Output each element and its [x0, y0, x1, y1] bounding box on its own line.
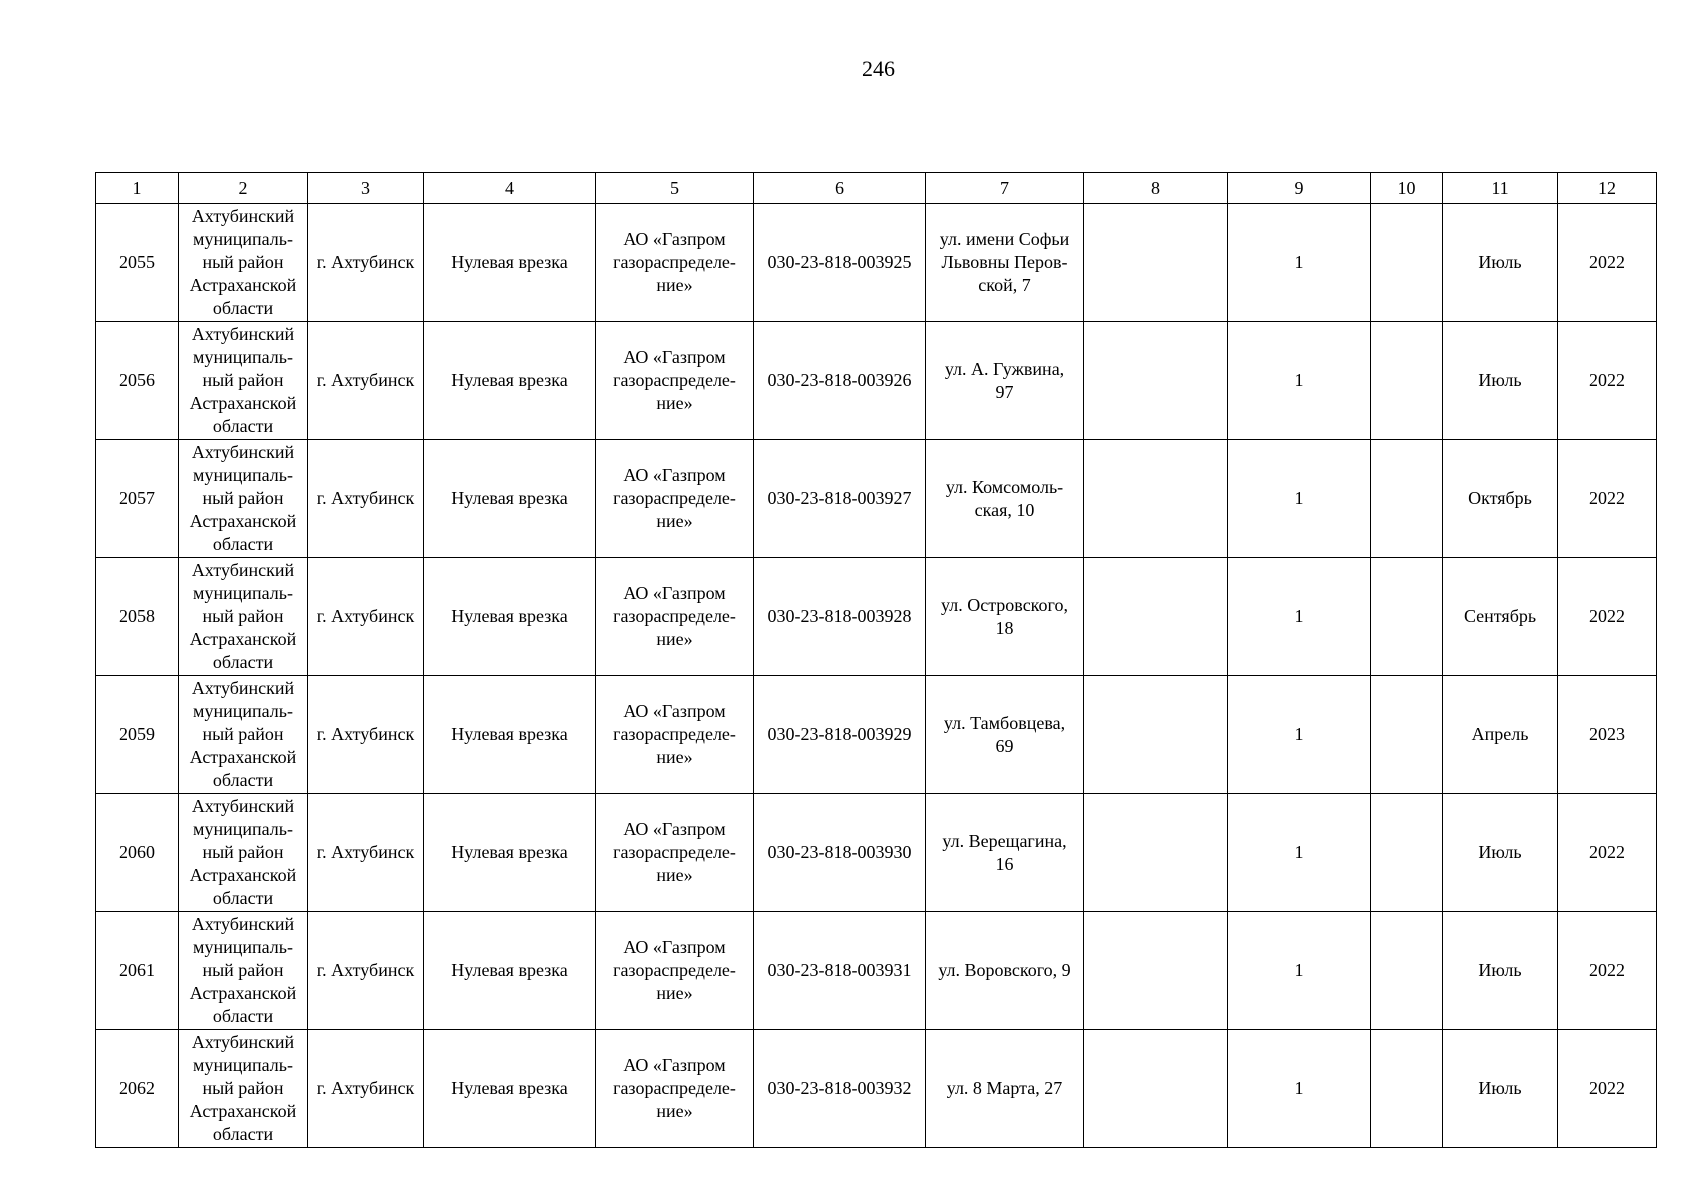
- settlement: г. Ахтубинск: [308, 912, 424, 1030]
- table-row: [96, 204, 1657, 322]
- address: ул. А. Гужвина, 97: [926, 322, 1084, 440]
- year: 2022: [1558, 1030, 1657, 1148]
- column-8-cell: [1084, 322, 1228, 440]
- table-row: [96, 558, 1657, 676]
- object-code: 030-23-818-003931: [754, 912, 926, 1030]
- row-number: 2057: [96, 440, 179, 558]
- column-10-cell: [1371, 322, 1443, 440]
- column-header-6: 6: [754, 173, 926, 204]
- object-code: 030-23-818-003932: [754, 1030, 926, 1148]
- column-header-12: 12: [1558, 173, 1657, 204]
- column-8-cell: [1084, 204, 1228, 322]
- address: ул. Воровского, 9: [926, 912, 1084, 1030]
- work-type: Нулевая врезка: [424, 912, 596, 1030]
- table-row: [96, 322, 1657, 440]
- month: Июль: [1443, 204, 1558, 322]
- column-8-cell: [1084, 440, 1228, 558]
- organization: АО «Газпром газораспределе- ние»: [596, 204, 754, 322]
- settlement: г. Ахтубинск: [308, 204, 424, 322]
- column-10-cell: [1371, 558, 1443, 676]
- object-code: 030-23-818-003928: [754, 558, 926, 676]
- address: ул. Комсомоль- ская, 10: [926, 440, 1084, 558]
- year: 2022: [1558, 912, 1657, 1030]
- column-header-3: 3: [308, 173, 424, 204]
- column-header-11: 11: [1443, 173, 1558, 204]
- quantity: 1: [1228, 558, 1371, 676]
- column-header-1: 1: [96, 173, 179, 204]
- month: Июль: [1443, 1030, 1558, 1148]
- row-number: 2055: [96, 204, 179, 322]
- year: 2022: [1558, 558, 1657, 676]
- object-code: 030-23-818-003930: [754, 794, 926, 912]
- object-code: 030-23-818-003926: [754, 322, 926, 440]
- column-header-10: 10: [1371, 173, 1443, 204]
- organization: АО «Газпром газораспределе- ние»: [596, 1030, 754, 1148]
- month: Июль: [1443, 794, 1558, 912]
- row-number: 2058: [96, 558, 179, 676]
- work-type: Нулевая врезка: [424, 322, 596, 440]
- column-header-4: 4: [424, 173, 596, 204]
- column-8-cell: [1084, 558, 1228, 676]
- column-8-cell: [1084, 794, 1228, 912]
- quantity: 1: [1228, 204, 1371, 322]
- work-type: Нулевая врезка: [424, 204, 596, 322]
- year: 2022: [1558, 794, 1657, 912]
- column-header-7: 7: [926, 173, 1084, 204]
- settlement: г. Ахтубинск: [308, 1030, 424, 1148]
- object-code: 030-23-818-003925: [754, 204, 926, 322]
- month: Июль: [1443, 322, 1558, 440]
- organization: АО «Газпром газораспределе- ние»: [596, 558, 754, 676]
- organization: АО «Газпром газораспределе- ние»: [596, 912, 754, 1030]
- quantity: 1: [1228, 440, 1371, 558]
- settlement: г. Ахтубинск: [308, 794, 424, 912]
- header-row: [96, 173, 1657, 204]
- column-header-9: 9: [1228, 173, 1371, 204]
- object-code: 030-23-818-003929: [754, 676, 926, 794]
- column-10-cell: [1371, 794, 1443, 912]
- settlement: г. Ахтубинск: [308, 440, 424, 558]
- quantity: 1: [1228, 1030, 1371, 1148]
- district: Ахтубинский муниципаль- ный район Астраханской области: [179, 558, 308, 676]
- district: Ахтубинский муниципаль- ный район Астраханской области: [179, 794, 308, 912]
- table-row: [96, 1030, 1657, 1148]
- settlement: г. Ахтубинск: [308, 558, 424, 676]
- column-header-2: 2: [179, 173, 308, 204]
- district: Ахтубинский муниципаль- ный район Астраханской области: [179, 440, 308, 558]
- column-10-cell: [1371, 204, 1443, 322]
- row-number: 2061: [96, 912, 179, 1030]
- quantity: 1: [1228, 322, 1371, 440]
- settlement: г. Ахтубинск: [308, 322, 424, 440]
- organization: АО «Газпром газораспределе- ние»: [596, 794, 754, 912]
- row-number: 2059: [96, 676, 179, 794]
- month: Сентябрь: [1443, 558, 1558, 676]
- address: ул. 8 Марта, 27: [926, 1030, 1084, 1148]
- organization: АО «Газпром газораспределе- ние»: [596, 440, 754, 558]
- district: Ахтубинский муниципаль- ный район Астраханской области: [179, 676, 308, 794]
- year: 2022: [1558, 322, 1657, 440]
- address: ул. имени Софьи Львовны Перов- ской, 7: [926, 204, 1084, 322]
- column-10-cell: [1371, 676, 1443, 794]
- work-type: Нулевая врезка: [424, 676, 596, 794]
- table-row: [96, 794, 1657, 912]
- row-number: 2056: [96, 322, 179, 440]
- work-type: Нулевая врезка: [424, 794, 596, 912]
- column-8-cell: [1084, 912, 1228, 1030]
- registry-table: [95, 172, 1657, 1148]
- quantity: 1: [1228, 676, 1371, 794]
- month: Июль: [1443, 912, 1558, 1030]
- address: ул. Тамбовцева, 69: [926, 676, 1084, 794]
- column-header-5: 5: [596, 173, 754, 204]
- address: ул. Верещагина, 16: [926, 794, 1084, 912]
- month: Октябрь: [1443, 440, 1558, 558]
- page-number: 246: [862, 56, 895, 81]
- work-type: Нулевая врезка: [424, 558, 596, 676]
- year: 2023: [1558, 676, 1657, 794]
- work-type: Нулевая врезка: [424, 440, 596, 558]
- quantity: 1: [1228, 912, 1371, 1030]
- table-row: [96, 440, 1657, 558]
- column-10-cell: [1371, 1030, 1443, 1148]
- address: ул. Островского, 18: [926, 558, 1084, 676]
- table-row: [96, 676, 1657, 794]
- column-8-cell: [1084, 1030, 1228, 1148]
- row-number: 2062: [96, 1030, 179, 1148]
- settlement: г. Ахтубинск: [308, 676, 424, 794]
- year: 2022: [1558, 204, 1657, 322]
- district: Ахтубинский муниципаль- ный район Астраханской области: [179, 322, 308, 440]
- table-row: [96, 912, 1657, 1030]
- month: Апрель: [1443, 676, 1558, 794]
- column-10-cell: [1371, 912, 1443, 1030]
- column-header-8: 8: [1084, 173, 1228, 204]
- year: 2022: [1558, 440, 1657, 558]
- organization: АО «Газпром газораспределе- ние»: [596, 322, 754, 440]
- work-type: Нулевая врезка: [424, 1030, 596, 1148]
- column-10-cell: [1371, 440, 1443, 558]
- row-number: 2060: [96, 794, 179, 912]
- organization: АО «Газпром газораспределе- ние»: [596, 676, 754, 794]
- column-8-cell: [1084, 676, 1228, 794]
- district: Ахтубинский муниципаль- ный район Астраханской области: [179, 204, 308, 322]
- object-code: 030-23-818-003927: [754, 440, 926, 558]
- district: Ахтубинский муниципаль- ный район Астраханской области: [179, 1030, 308, 1148]
- district: Ахтубинский муниципаль- ный район Астраханской области: [179, 912, 308, 1030]
- quantity: 1: [1228, 794, 1371, 912]
